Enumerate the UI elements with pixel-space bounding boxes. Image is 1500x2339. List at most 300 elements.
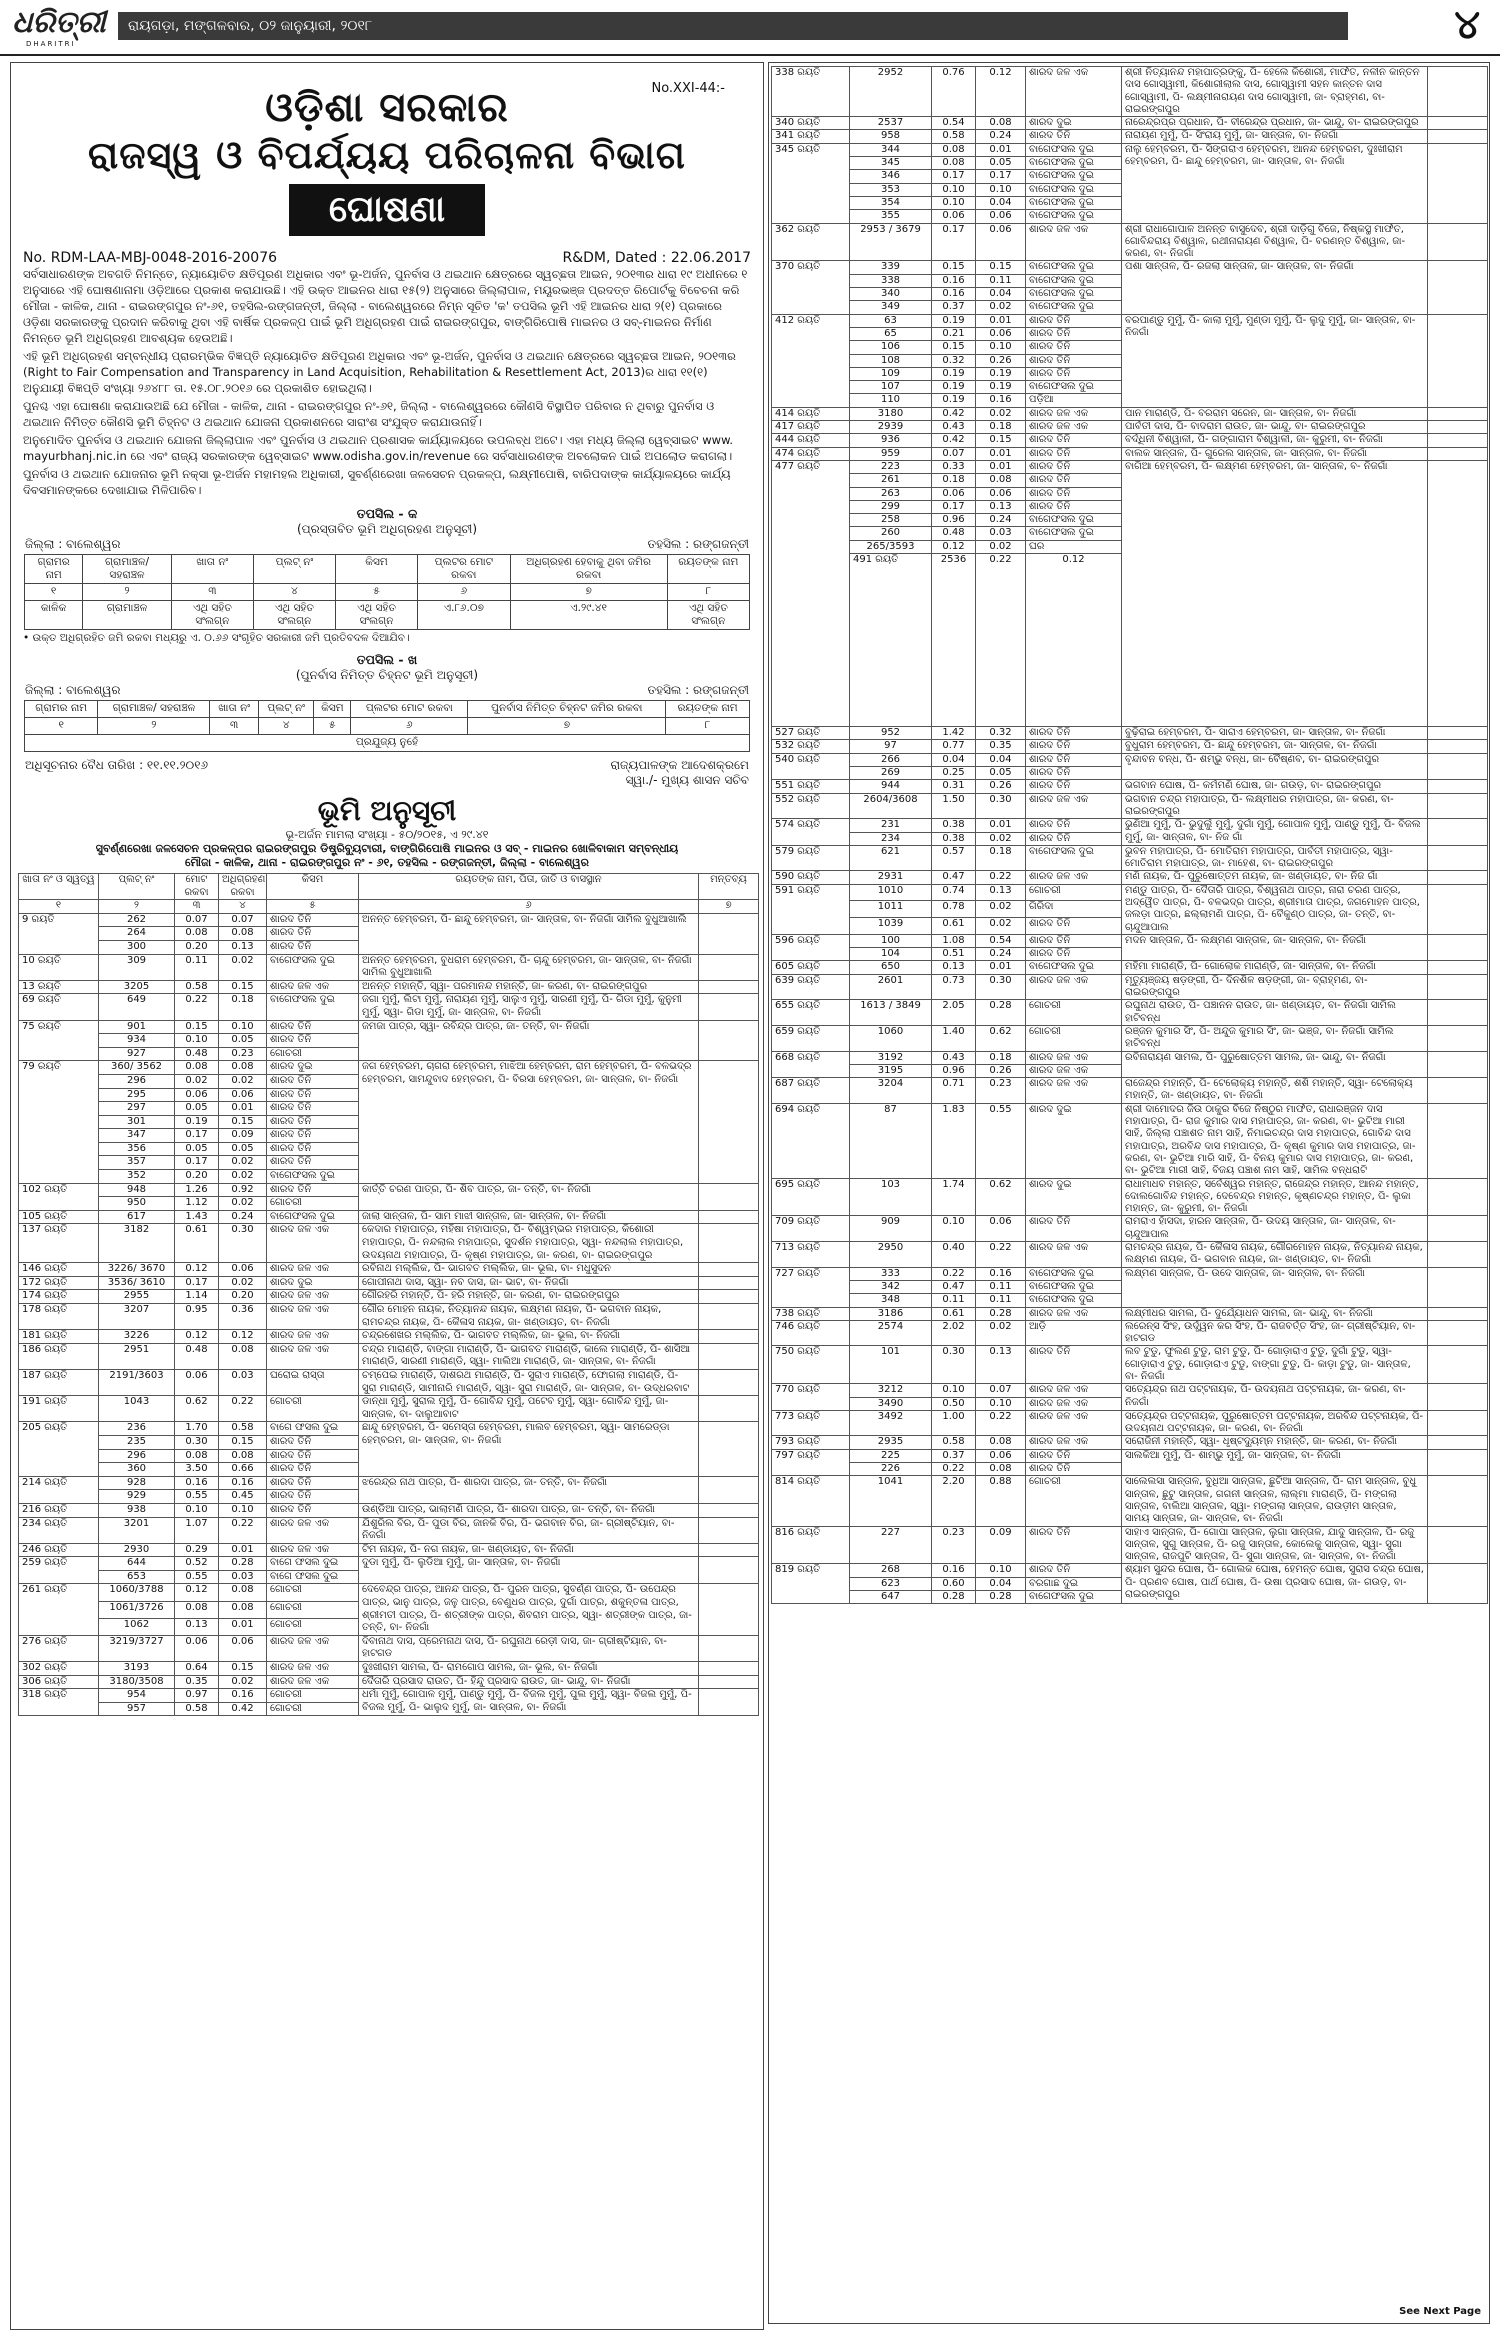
table-row (19, 1290, 759, 1304)
plot-cell: 901 (99, 1020, 175, 1034)
table-row (19, 1020, 759, 1034)
total-area-cell: 0.12 (932, 540, 976, 553)
plot-cell: 333 (850, 1267, 932, 1280)
dateline-bar: ରାୟଗଡ଼ା, ମଙ୍ଗଳବାର, ୦୨ ଜାନୁୟାରୀ, ୨୦୧୮ (118, 12, 1348, 40)
table-row (772, 961, 1488, 974)
total-area-cell: 0.17 (932, 223, 976, 261)
total-area-cell: 1.43 (175, 1210, 219, 1224)
remark-cell (1428, 1051, 1488, 1078)
kisam-cell: ଶାରଦ ତିନି (267, 1102, 359, 1116)
total-area-cell: 0.06 (175, 1088, 219, 1102)
project-line: ସୁବର୍ଣ୍ଣରେଖା ଜଳସେଚନ ପ୍ରକଳ୍ପର ରାଇରଙ୍ଗପୁର ଡିଷ୍ଟ୍ରିବ୍ୟୁଟାରୀ, ବାଙ୍ଗିରିପୋଷି ମାଇନର ଓ ସବ୍ - ମାଇନର ଖୋଳିବାକାମ ସମ୍ବନ୍ଧୀୟ (95, 842, 679, 855)
kisam-cell: ଶାରଦ ତିନି (1026, 434, 1122, 447)
table-cell: ଏ.୮୬.୦୭ (418, 601, 511, 630)
table-cell: ରୟତଙ୍କ ନାମ (666, 701, 750, 718)
owner-cell: ସତ୍ୟେନ୍ଦ୍ର ପଟ୍ଟନାୟକ, ପୁରୁଷୋତ୍ତମ ପଟ୍ଟନାୟକ, ଅରବିନ୍ଦ ପଟ୍ଟନାୟକ, ପି- ଉଦୟନାଥ ପଟ୍ଟନାୟକ, ଜା- କରଣ, ବା- ନିଜଗାଁ (1122, 1410, 1428, 1436)
remark-cell (1428, 1178, 1488, 1216)
table-cell: କିସମ (314, 701, 351, 718)
plot-cell: 266 (850, 753, 932, 766)
table-cell: ୫ (335, 584, 417, 601)
acquired-area-cell: 0.24 (976, 514, 1026, 527)
kisam-cell: ବାଗେଫସଲ ଦୁଇ (1026, 961, 1122, 974)
acquired-area-cell: 0.01 (219, 1102, 267, 1116)
plot-cell: 1062 (99, 1618, 175, 1635)
remark-cell (699, 1635, 759, 1661)
owner-cell: ରାମଚନ୍ଦ୍ର ନାୟକ, ପି- କୈଳାସ ନାୟକ, ଗୌରମୋହନ ନାୟକ, ନିତ୍ୟାନନ୍ଦ ନାୟକ, ଲକ୍ଷ୍ମଣ ନାୟକ, ପି- ଭଗବାନ ନାୟକ, ଜା- ଖଣ୍ଡାୟତ, ବା- ନିଜଗାଁ (1122, 1242, 1428, 1268)
total-area-cell: 0.22 (932, 1463, 976, 1476)
remark-cell (1428, 884, 1488, 934)
kisam-cell: ଶାରଦ ଦୁଇ (267, 1276, 359, 1290)
khata-cell: 814 ରୟତି (772, 1476, 850, 1526)
table-cell: ପ୍ଲଟ୍ ନଂ (253, 555, 335, 584)
remark-cell (1428, 974, 1488, 1000)
table-row (19, 1675, 759, 1689)
acquired-area-cell: 0.02 (976, 301, 1026, 314)
acquired-area-cell: 0.16 (219, 1689, 267, 1703)
total-area-cell: 1.00 (932, 1410, 976, 1436)
acquired-area-cell: 0.06 (976, 1216, 1026, 1242)
owner-cell: ମହିମା ମାରାଣ୍ଡି, ପି- ଗୋଲୋକ ମାରାଣ୍ଡି, ଜା- ସାନ୍ତାଳ, ବା- ନିଜଗାଁ (1122, 961, 1428, 974)
kisam-cell: ଶାରଦ ତିନି (267, 1074, 359, 1088)
acquired-area-cell: 0.02 (219, 1074, 267, 1088)
table-cell: ଗ୍ରାମାଞ୍ଚଳ/ ସହରାଞ୍ଚଳ (98, 701, 210, 718)
table-row (19, 954, 759, 980)
plot-cell: 234 (850, 832, 932, 845)
total-area-cell: 0.19 (175, 1115, 219, 1129)
acquired-area-cell: 0.26 (976, 780, 1026, 793)
table-row (772, 1216, 1488, 1242)
table-row (772, 1476, 1488, 1526)
remark-cell (1428, 1242, 1488, 1268)
owner-cell: ଅନନ୍ତ ହେମ୍ବରମ, ପି- ଛାନ୍ଦୁ ହେମ୍ବରମ, ଜା- ସାନ୍ତାଳ, ବା- ନିଜଗାଁ ସାମିଲ ବୁଧୁଆଖାଲି (359, 913, 699, 954)
total-area-cell: 1.50 (932, 793, 976, 819)
table-cell: କିସମ (335, 555, 417, 584)
plot-cell: 3186 (850, 1307, 932, 1320)
acquired-area-cell: 0.02 (976, 407, 1026, 420)
table-cell: ପ୍ଲଟ୍ ନଂ (258, 701, 314, 718)
remark-cell (1428, 1216, 1488, 1242)
acquired-area-cell: 0.10 (976, 1397, 1026, 1410)
notice-paragraph: ସର୍ବସାଧାରଣଙ୍କ ଅବଗତି ନିମନ୍ତେ, ନ୍ୟାୟୋଚିତ କ୍ଷତିପୂରଣ ଅଧିକାର ଏବଂ ଭୂ-ଅର୍ଜନ, ପୁନର୍ବାସ ଓ ଥଇଥାନ କ୍ଷେତ୍ରରେ ସ୍ୱଚ୍ଛତା ଆଇନ, ୨୦୧୩ର ଧାରା ୧୯ ଅଧୀନରେ ୧ ଅନୁସାରେ ଏହି ଘୋଷଣାନାମା ଓଡ଼ିଆରେ ପ୍ରକାଶ କରାଯାଉଛି। ଏହି ଉକ୍ତ ଆଇନର ଧାରା ୧୫(୨) ଅନୁସାରେ ଜିଲ୍ଲାପାଳ, ମୟୂରଭଞ୍ଜ ପ୍ରଦତ୍ତ ରିପୋର୍ଟକୁ ବିବେଚନା କରି ମୌଜା - କାଳିକ, ଥାନା - ରାଇରଙ୍ଗପୁର ନଂ-୬୧, ତହସିଲ-ରଙ୍ଗଜନ୍ତୀ, ଜିଲ୍ଲା - ବାଲେଶ୍ୱରରେ ନିମ୍ନ ସୂଚିତ 'କ' ତପସିଲ ଭୂମି ଏହି ଆଇନର ଧାରା ୨(୧) ପ୍ରକାରେ ଓଡ଼ିଶା ସରକାରଙ୍କୁ ପ୍ରଦାନ କରିବାକୁ ଥିବା ଏହି ବାର୍ଷିକ ପ୍ରକଳ୍ପ ପାଇଁ ଭୂମି ଅଧିଗ୍ରହଣ ପାଇଁ ରାଇରଙ୍ଗପୁର, ବାଙ୍ଗିରିପୋଷି ମାଇନର ଓ ସବ୍-ମାଇନର ନିର୍ମାଣ ନିମନ୍ତେ ଭୂମି ଅଧିଗ୍ରହଣ ଆବଶ୍ୟକ ହେଉଅଛି। (23, 267, 748, 345)
kisam-cell: ବାଗେଫସଲ ଦୁଇ (267, 954, 359, 980)
kisam-cell: ବାଗେଫସଲ ଦୁଇ (1026, 527, 1122, 540)
table-cell: ଅଧିଗ୍ରହଣ ହେବାକୁ ଥିବା ଜମିର ରକବା (510, 555, 667, 584)
acquired-area-cell: 0.01 (976, 143, 1026, 156)
acquired-area-cell: 0.04 (976, 753, 1026, 766)
kisam-cell: ଗୋଚରୀ (267, 1396, 359, 1422)
remark-cell (699, 1263, 759, 1277)
plot-cell: 1613 / 3849 (850, 1000, 932, 1026)
table-cell: ଏ.୨୯.୪୧ (510, 601, 667, 630)
total-area-cell: 0.19 (932, 367, 976, 380)
acquired-area-cell: 0.28 (219, 1557, 267, 1571)
plot-cell: 3180/3508 (99, 1675, 175, 1689)
plot-cell: 3182 (99, 1224, 175, 1263)
plot-cell: 258 (850, 514, 932, 527)
total-area-cell: 0.48 (175, 1047, 219, 1061)
total-area-cell: 0.60 (932, 1577, 976, 1590)
khata-cell: 370 ରୟତି (772, 261, 850, 314)
kisam-cell: ଶାରଦ ତିନି (1026, 460, 1122, 473)
kisam-cell: ଶାରଦ ତିନି (267, 1476, 359, 1490)
acquired-area-cell: 0.45 (219, 1490, 267, 1504)
masthead (0, 0, 1500, 56)
table-row (19, 1369, 759, 1395)
owner-cell: ସରୋଜିନୀ ମହାନ୍ତି, ସ୍ୱା- ଧୃଷ୍ଟଦ୍ୟୁମ୍ନ ମହାନ୍ତି, ଜା- କରଣ, ବା- ନିଜଗାଁ (1122, 1436, 1428, 1449)
signatory: ସ୍ୱା./- ମୁଖ୍ୟ ଶାସନ ସଚିବ (625, 773, 749, 787)
kisam-cell: ଶାରଦ ତିନି (267, 1034, 359, 1048)
plot-cell: 617 (99, 1210, 175, 1224)
remark-cell (699, 1584, 759, 1635)
table-cell: ୩ (210, 718, 259, 735)
kisam-cell: ବାଗେ ଫସଲ ଦୁଇ (267, 1570, 359, 1584)
plot-cell: 356 (99, 1142, 175, 1156)
total-area-cell: 0.12 (175, 1263, 219, 1277)
owner-cell: ଚମ୍ପେଇ ମାରାଣ୍ଡି, ଦାଶରଥ ମାରାଣ୍ଡି, ପି- ସୁରାଏ ମାରାଣ୍ଡି, ଫୋଗଲା ମାରାଣ୍ଡି, ପି- ସୁରା ମାରାଣ୍ଡି, ସାମୀନାରି ମାରାଣ୍ଡି, ସ୍ୱା- ସୁରା ମାରାଣ୍ଡି, ଜା- ସାନ୍ତାଳ, ବା- ଉଦ୍ଧରବାଟ (359, 1369, 699, 1395)
plot-cell: 2951 (99, 1343, 175, 1369)
acquired-area-cell: 0.92 (219, 1183, 267, 1197)
acquired-area-cell: 0.01 (219, 1543, 267, 1557)
total-area-cell: 0.19 (932, 381, 976, 394)
kisam-cell: ଶାରଦ ଜଳ ଏକ (267, 1304, 359, 1330)
total-area-cell: 0.38 (932, 819, 976, 832)
table-cell: ଗ୍ରାମର ନାମ (25, 701, 98, 718)
owner-cell: ଲରେନ୍ସ ସିଂହ, ଉର୍ଦ୍ଧ୍ୱନ କର ସିଂହ, ପି- ରାଜବର୍ତ୍ତ ସିଂହ, ଜା- ଗ୍ରୀଷ୍ଟିୟାନ, ବା- ହାଟଗଡ (1122, 1320, 1428, 1346)
plot-cell: 2601 (850, 974, 932, 1000)
plot-cell: 225 (850, 1449, 932, 1462)
khata-cell: 234 ରୟତି (19, 1517, 99, 1543)
khata-cell: 639 ରୟତି (772, 974, 850, 1000)
table-row (19, 1635, 759, 1661)
plot-cell: 1039 (850, 918, 932, 935)
table-row (772, 261, 1488, 274)
remark-cell (1428, 1564, 1488, 1604)
table-row (772, 884, 1488, 901)
notification-banner: ଘୋଷଣା (289, 184, 485, 236)
owner-cell: ରବିନାରାୟଣ ସାମଲ, ପି- ପୁରୁଷୋତ୍ତମ ସାମଲ, ଜା- ଭାନ୍ଦୁ, ବା- ନିଜଗାଁ (1122, 1051, 1428, 1078)
kisam-cell: ଗୋଚରୀ (1026, 884, 1122, 901)
khata-cell: 687 ରୟତି (772, 1078, 850, 1104)
remark-cell (699, 1557, 759, 1584)
kisam-cell: ଶାରଦ ଜଳ ଏକ (1026, 1397, 1122, 1410)
signature-line (11, 758, 763, 773)
acquired-area-cell: 0.08 (219, 1601, 267, 1618)
remark-cell (699, 1543, 759, 1557)
table-row (19, 1557, 759, 1571)
khata-cell: 338 ରୟତି (772, 67, 850, 117)
total-area-cell: 1.07 (175, 1517, 219, 1543)
plot-cell: 357 (99, 1156, 175, 1170)
acquired-area-cell: 0.30 (976, 793, 1026, 819)
acquired-area-cell: 0.08 (219, 1061, 267, 1075)
district-line: ଜିଲ୍ଲା : ବାଲେଶ୍ୱର ତହସିଲ : ରଙ୍ଗଜନ୍ତୀ (25, 683, 749, 697)
plot-cell: 1060/3788 (99, 1584, 175, 1601)
column-header: ପ୍ଲଟ୍ ନଂ (99, 874, 175, 900)
total-area-cell: 0.37 (932, 1449, 976, 1462)
owner-cell: ଟିମ ନାୟକ, ପି- ନଗ ନାୟକ, ଜା- ଖଣ୍ଡାୟତ, ବା- ନିଜଗାଁ (359, 1543, 699, 1557)
table-row (772, 871, 1488, 884)
khata-cell: 205 ରୟତି (19, 1422, 99, 1476)
remark-cell (1428, 421, 1488, 434)
khata-cell: 187 ରୟତି (19, 1369, 99, 1395)
remark-cell (1428, 447, 1488, 460)
total-area-cell: 0.02 (175, 1074, 219, 1088)
plot-cell: 623 (850, 1577, 932, 1590)
khata-cell: 527 ରୟତି (772, 727, 850, 740)
kisam-cell: ଶାରଦ ଜଳ ଏକ (267, 1330, 359, 1344)
total-area-cell: 0.05 (175, 1142, 219, 1156)
remark-cell (1428, 793, 1488, 819)
table-cell: ୮ (666, 718, 750, 735)
kisam-cell: ଗୋଚରୀ (1026, 1000, 1122, 1026)
khata-cell: 694 ରୟତି (772, 1103, 850, 1178)
acquired-area-cell: 0.05 (976, 157, 1026, 170)
owner-cell: ଚନ୍ଦ୍ରଶେଖର ମଲ୍ଲିକ, ପି- ଭାଗବତ ମଲ୍ଲିକ, ଜା- ଭୂଲ, ବା- ନିଜଗାଁ (359, 1330, 699, 1344)
plot-cell: 3536/ 3610 (99, 1276, 175, 1290)
table-row (772, 1436, 1488, 1449)
owner-cell: ଦେବେନ୍ଦ୍ର ପାତ୍ର, ଆନନ୍ଦ ପାତ୍ର, ପି- ପୁରନ ପାତ୍ର, ସୁବର୍ଣ୍ଣ ପାତ୍ର, ପି- ଉପେନ୍ଦ୍ର ପାତ୍ର, ଭାନୁ ପାତ୍ର, ଜଳୁ ପାତ୍ର, ବେଣୁଧର ପାତ୍ର, ଦୁର୍ଗା ପାତ୍ର, ଶକୁନ୍ତଳା ପାତ୍ର, ଶ୍ରୀମତୀ ପାତ୍ର, ପି- ଶତ୍ରୀଙ୍କ ପାତ୍ର, ଶିବରାମ ପାତ୍ର, ସ୍ୱା- ଶତ୍ରୀଙ୍କ ପାତ୍ର, ଜା- ତନ୍ତି, ବା- ନିଜଗାଁ (359, 1584, 699, 1635)
valid-date: ଅଧିସୂଚନାର ବୈଧ ତାରିଖ : ୧୧.୧୧.୨୦୧୬ (25, 758, 209, 772)
total-area-cell: 0.13 (175, 1618, 219, 1635)
acquired-area-cell: 0.02 (219, 1197, 267, 1211)
plot-cell: 3193 (99, 1662, 175, 1676)
table-cell: ଏଥି ସହିତ ସଂଲଗ୍ନ (667, 601, 749, 630)
owner-cell: ପଶା ସାନ୍ତାଳ, ପି- ରଜଲା ସାନ୍ତାଳ, ଜା- ସାନ୍ତାଳ, ବା- ନିଜଗାଁ (1122, 261, 1428, 314)
acquired-area-cell: 0.88 (976, 1476, 1026, 1526)
plot-cell: 934 (99, 1034, 175, 1048)
acquired-area-cell: 0.06 (976, 223, 1026, 261)
plot-cell: 101 (850, 1346, 932, 1384)
total-area-cell: 0.22 (976, 553, 1026, 726)
acquired-area-cell: 0.18 (976, 1051, 1026, 1064)
owner-cell: ଦୁଡା ମୁର୍ମୁ, ପି- ଲୁଡିଆ ମୁର୍ମୁ, ଜା- ସାନ୍ତାଳ, ବା- ନିଜଗାଁ (359, 1557, 699, 1584)
remark-cell (699, 1061, 759, 1183)
table-row (772, 1078, 1488, 1104)
table-row (772, 1384, 1488, 1397)
plot-cell: 349 (850, 301, 932, 314)
kisam-cell: ଘରୋଇ ରାସ୍ତା (267, 1369, 359, 1395)
total-area-cell: 0.07 (175, 913, 219, 927)
khata-cell: 605 ରୟତି (772, 961, 850, 974)
plot-cell: 1011 (850, 901, 932, 918)
total-area-cell: 0.08 (175, 1449, 219, 1463)
acquired-area-cell: 0.42 (219, 1702, 267, 1716)
kisam-cell: ବାଗେଫସଲ ଦୁଇ (1026, 143, 1122, 156)
schedule-ka-subtitle: (ପ୍ରସ୍ତାବିତ ଭୂମି ଅଧିଗ୍ରହଣ ଅନୁସୂଚୀ) (296, 522, 478, 536)
acquired-area-cell: 0.08 (976, 117, 1026, 130)
plot-cell: 301 (99, 1115, 175, 1129)
khata-cell: 591 ରୟତି (772, 884, 850, 934)
table-cell: ପୁନର୍ବାସ ନିମିତ୍ତ ଚିହ୍ନଟ ଜମିର ରକବା (468, 701, 666, 718)
kisam-cell: ଶାରଦ ଜଳ ଏକ (1026, 1384, 1122, 1397)
acquired-area-cell: 0.03 (219, 1369, 267, 1395)
kisam-cell: ଶାରଦ ଜଳ ଏକ (267, 1343, 359, 1369)
acquired-area-cell: 0.10 (219, 1020, 267, 1034)
plot-cell: 109 (850, 367, 932, 380)
owner-cell: ରାଜେନ୍ଦ୍ର ମହାନ୍ତି, ପି- ଟେଲୋକ୍ୟ ମହାନ୍ତି, ଶଶି ମହାନ୍ତି, ସ୍ୱା- ଟେଲୋକ୍ୟ ମହାନ୍ତି, ଜା- ଖଣ୍ଡାୟତ, ବା- ନିଜଗାଁ (1122, 1078, 1428, 1104)
owner-cell: ଦୈତାରି ପ୍ରସାଦ ରାଉତ, ପି- ହିନ୍ଦୁ ପ୍ରସାଦ ରାଉତ, ଜା- ଭାନ୍ଦୁ, ବା- ନିଜଗାଁ (359, 1675, 699, 1689)
table-row (772, 1103, 1488, 1178)
owner-cell: ନାରାୟଣ ମୁର୍ମୁ, ପି- ସିଂରାୟ ମୁର୍ମୁ, ଜା- ସାନ୍ତାଳ, ବା- ନିଜଗାଁ (1122, 130, 1428, 143)
table-cell: କାଳିକ (25, 601, 83, 630)
khata-cell: 79 ରୟତି (19, 1061, 99, 1183)
plot-cell: 944 (850, 780, 932, 793)
total-area-cell: 0.43 (932, 421, 976, 434)
kisam-cell: ଗୋଚରୀ (267, 1584, 359, 1601)
khata-cell: 276 ରୟତି (19, 1635, 99, 1661)
plot-cell: 3490 (850, 1397, 932, 1410)
acquired-area-cell: 0.06 (976, 327, 1026, 340)
khata-cell: 773 ରୟତି (772, 1410, 850, 1436)
kisam-cell: ପଡ଼ିଆ (1026, 394, 1122, 407)
plot-cell: 226 (850, 1463, 932, 1476)
acquired-area-cell: 0.05 (976, 767, 1026, 780)
land-table-right (771, 66, 1488, 1604)
column-number: ୬ (359, 900, 699, 914)
plot-cell: 235 (99, 1435, 175, 1449)
total-area-cell: 0.08 (175, 927, 219, 941)
kisam-cell: ଶାରଦ ଜଳ ଏକ (267, 980, 359, 994)
acquired-area-cell: 0.24 (976, 130, 1026, 143)
table-cell: ରୟତଙ୍କ ନାମ (667, 555, 749, 584)
column-header: ମୋଟ ରକବା (175, 874, 219, 900)
total-area-cell: 0.16 (932, 274, 976, 287)
mouza-line: ମୌଜା - କାଳିକ, ଥାନା - ରାଇରଙ୍ଗପୁର ନଂ - ୬୧, ତହସିଲ - ରଙ୍ଗଜନ୍ତୀ, ଜିଲ୍ଲା - ବାଲେଶ୍ୱର (185, 856, 589, 869)
table-cell: ଗ୍ରାମର ନାମ (25, 555, 83, 584)
remark-cell (699, 1210, 759, 1224)
plot-cell: 3226 (99, 1330, 175, 1344)
acquired-area-cell: 0.02 (219, 1675, 267, 1689)
acquired-area-cell: 0.07 (976, 1384, 1026, 1397)
khata-cell: 551 ରୟତି (772, 780, 850, 793)
khata-cell: 246 ରୟତି (19, 1543, 99, 1557)
acquired-area-cell: 0.58 (219, 1422, 267, 1436)
acquired-area-cell: 0.02 (219, 1276, 267, 1290)
acquired-area-cell: 0.13 (976, 500, 1026, 513)
kisam-cell: ବାଗେ ଫସଲ ଦୁଇ (267, 1422, 359, 1436)
plot-cell: 300 (99, 940, 175, 954)
acquired-area-cell: 0.16 (976, 1267, 1026, 1280)
owner-cell: କାର୍ତ୍ତି ଚରଣ ପାତ୍ର, ପି- ଶିବ ପାତ୍ର, ଜା- ତନ୍ତି, ବା- ନିଜଗାଁ (359, 1183, 699, 1210)
kisam-cell: ଶାରଦ ତିନି (1026, 327, 1122, 340)
plot-cell: 2191/3603 (99, 1369, 175, 1395)
notice-paragraph: ପୁନର୍ବାସ ଓ ଥଇଥାନ ଯୋଜନାର ଭୂମି ନକ୍ସା ଭୂ-ଅର୍ଜନ ମହାମହଲ ଅଧିକାରୀ, ସୁବର୍ଣ୍ଣରେଖା ଜଳସେଚନ ପ୍ରକଳ୍ପ, ଲକ୍ଷ୍ମୀପୋଷି, ବାରିପଦାଙ୍କ କାର୍ଯ୍ୟାଳୟରେ କାର୍ଯ୍ୟ ଦିବସମାନଙ୍କରେ ଦେଖାଯାଇ ମିଳିପାରିବ। (23, 467, 731, 497)
acquired-area-cell: 0.18 (976, 421, 1026, 434)
total-area-cell: 0.47 (932, 871, 976, 884)
khata-cell: 414 ରୟତି (772, 407, 850, 420)
table-cell: ଗ୍ରାମାଞ୍ଚଳ/ ସହରାଞ୍ଚଳ (83, 555, 172, 584)
total-area-cell: 1.42 (932, 727, 976, 740)
plot-cell: 650 (850, 961, 932, 974)
owner-cell: ଗୋପୀନାଥ ଦାସ, ସ୍ୱା- ନବ ଦାସ, ଜା- ଭାଟ, ବା- ନିଜଗାଁ (359, 1276, 699, 1290)
total-area-cell: 0.15 (932, 261, 976, 274)
kisam-cell: ଘର (1026, 540, 1122, 553)
khata-cell: 668 ରୟତି (772, 1051, 850, 1078)
khata-cell: 102 ରୟତି (19, 1183, 99, 1210)
table-cell: ୩ (171, 584, 253, 601)
acquired-area-cell: 0.16 (976, 394, 1026, 407)
remark-cell (1428, 819, 1488, 846)
kisam-cell: ଶାରଦ ତିନି (267, 913, 359, 927)
kisam-cell: ଶାରଦ ତିନି (1026, 1463, 1122, 1476)
kisam-cell: ବାଗେଫସଲ ଦୁଇ (1026, 157, 1122, 170)
kisam-cell: ବାଗେଫସଲ ଦୁଇ (1026, 1294, 1122, 1307)
acquired-area-cell: 0.01 (976, 460, 1026, 473)
acquired-area-cell: 0.08 (976, 1436, 1026, 1449)
plot-cell: 958 (850, 130, 932, 143)
khata-cell: 819 ରୟତି (772, 1564, 850, 1604)
remark-cell (699, 1330, 759, 1344)
kisam-cell: ଗୋଚରୀ (267, 1702, 359, 1716)
land-table-left (18, 873, 759, 1716)
kisam-cell: ଶାରଦ ତିନି (1026, 354, 1122, 367)
acquired-area-cell: 0.08 (219, 1343, 267, 1369)
acquired-area-cell: 0.62 (976, 1025, 1026, 1051)
total-area-cell: 0.20 (175, 940, 219, 954)
khata-cell: 345 ରୟତି (772, 143, 850, 223)
table-cell: ୭ (510, 584, 667, 601)
remark-cell (699, 1183, 759, 1210)
plot-cell: 954 (99, 1689, 175, 1703)
table-row (772, 974, 1488, 1000)
plot-cell: 296 (99, 1074, 175, 1088)
plot-cell: 107 (850, 381, 932, 394)
kisam-cell: ଶାରଦ ତିନି (267, 1490, 359, 1504)
total-area-cell: 0.55 (175, 1490, 219, 1504)
table-row (772, 407, 1488, 420)
signature-line (11, 773, 763, 788)
plot-cell: 227 (850, 1526, 932, 1564)
owner-cell: ଡାନ୍ଧା ମୁର୍ମୁ, ସୁରାଲ ମୁର୍ମୁ, ପି- ଗୋବିନ୍ଦ ମୁର୍ମୁ, ପଟେବ ମୁର୍ମୁ, ସ୍ୱା- ଗୋବିନ୍ଦ ମୁର୍ମୁ, ଜା- ସାନ୍ତାଳ, ବା- ଦାଲୁଆବାଟ (359, 1396, 699, 1422)
plot-cell: 1061/3726 (99, 1601, 175, 1618)
total-area-cell: 0.61 (175, 1224, 219, 1263)
khata-cell: 797 ରୟତି (772, 1449, 850, 1476)
acquired-area-cell: 0.30 (219, 1224, 267, 1263)
owner-cell: ଭୁଣିଆ ମୁର୍ମୁ, ପି- ଭୁଦୁର୍ଲୁ ମୁର୍ମୁ, ଦୁର୍ଗା ମୁର୍ମୁ, ଗୋପାଳ ମୁର୍ମୁ, ପାଣ୍ଡୁ ମୁର୍ମୁ, ପି- ବିଜଲ ମୁର୍ମୁ, ଜା- ସାନ୍ତାଳ, ବା- ନିଜ ଗାଁ (1122, 819, 1428, 846)
reference-line (11, 250, 763, 266)
kisam-cell: ଶାରଦ ତିନି (267, 1115, 359, 1129)
kisam-cell: ଶାରଦ ତିନି (1026, 948, 1122, 961)
acquired-area-cell: 0.32 (976, 727, 1026, 740)
by-order: ରାଜ୍ୟପାଳଙ୍କ ଆଦେଶକ୍ରମେ (610, 758, 749, 772)
table-row (772, 1051, 1488, 1064)
total-area-cell: 0.77 (932, 740, 976, 753)
table-row (772, 740, 1488, 753)
plot-cell: 2953 / 3679 (850, 223, 932, 261)
table-row (772, 1564, 1488, 1577)
khata-cell: 341 ରୟତି (772, 130, 850, 143)
remark-cell (1428, 143, 1488, 223)
acquired-area-cell: 0.10 (219, 1503, 267, 1517)
khata-cell: 590 ରୟତି (772, 871, 850, 884)
notice-number: No.XXI-44:- (651, 81, 725, 96)
table-row (772, 845, 1488, 871)
kisam-cell: ଶାରଦ ତିନି (267, 1156, 359, 1170)
kisam-cell: ବାଗେଫସଲ ଦୁଇ (1026, 514, 1122, 527)
khata-cell: 216 ରୟତି (19, 1503, 99, 1517)
column-number: ୫ (267, 900, 359, 914)
kisam-cell: ଶାରଦ ତିନି (1026, 780, 1122, 793)
remark-cell (1428, 67, 1488, 117)
schedule-kha-subtitle: (ପୁନର୍ବାସ ନିମିତ୍ତ ଚିହ୍ନଟ ଭୂମି ଅନୁସୂଚୀ) (295, 668, 479, 682)
table-cell: ୨ (83, 584, 172, 601)
total-area-cell: 0.42 (932, 434, 976, 447)
plot-cell: 644 (99, 1557, 175, 1571)
plot-cell: 3180 (850, 407, 932, 420)
kisam-cell: ଶାରଦ ତିନି (267, 1183, 359, 1197)
kisam-cell: ଶାରଦ ତିନି (1026, 367, 1122, 380)
acquired-area-cell: 0.35 (976, 740, 1026, 753)
